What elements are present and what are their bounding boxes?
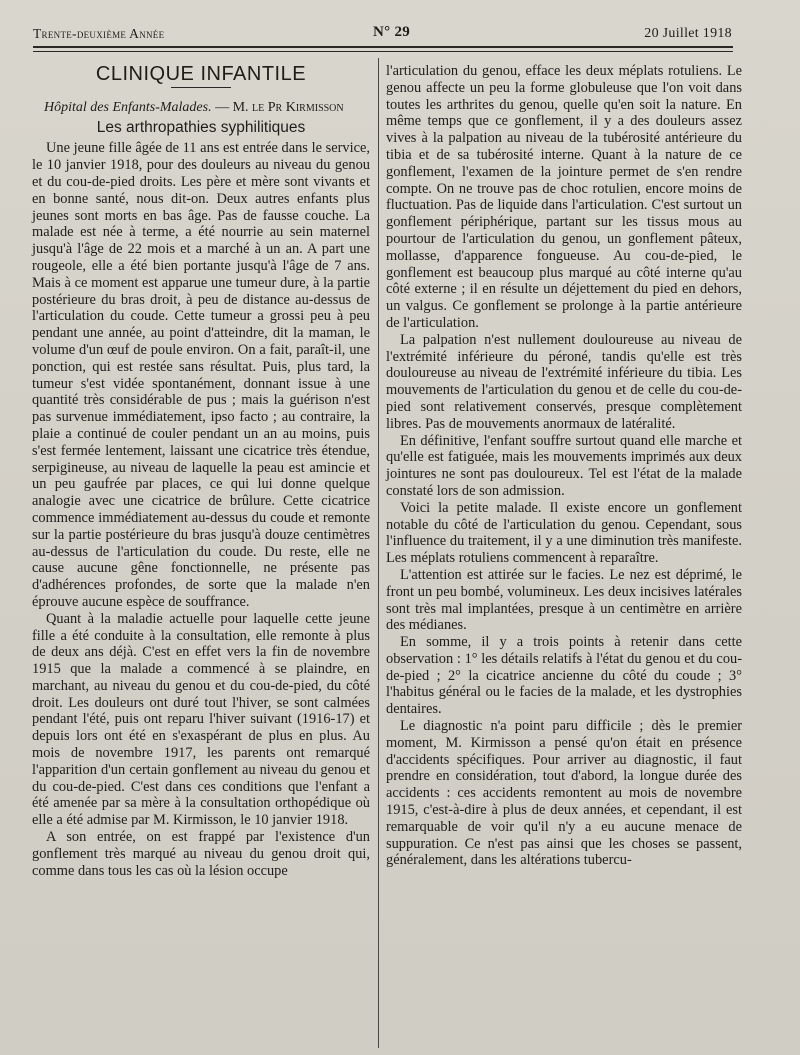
byline-author: — M. le Pr Kirmisson bbox=[211, 99, 344, 115]
paragraph: L'attention est attirée sur le facies. Le nez est déprimé, le front un peu bombé, volumineux. Les deux incisives latérales sont très mal implantées, presque à un centimètre en arrière des médianes. bbox=[386, 566, 742, 634]
paragraph: Une jeune fille âgée de 11 ans est entrée dans le service, le 10 janvier 1918, pour des douleurs au niveau du genou et du cou-de-pied droits. Les père et mère sont vivants et en bonne santé, nous dit-on. Deux autres enfants plus jeunes sont morts en bas âge. Pas de fausse couche. La malade est née à terme, a été nourrie au sein maternel jusqu'à l'âge de 22 mois et a marché à un an. A part une rougeole, elle a été bien portante jusqu'à l'âge de 7 ans. Mais à ce moment est apparue une tumeur dure, à la partie postérieure du bras droit, à peu de distance au-dessus de l'articulation du coude. Cette tumeur a grossi peu à peu pendant une année, au point d'atteindre, dit la maman, le volume d'un œuf de poule environ. On a fait, paraît-il, une ponction, qui est restée sans résultat. Puis, plus tard, la tumeur s'est vidée spontanément, donnant issue à une quantité très considérable de pus ; mais la guérison n'est pas survenue immédiatement, ipso facto ; au contraire, la plaie a continué de couler pendant un an au moins, puis s'est fermée lentement, laissant une cicatrice très étendue, serpigineuse, au niveau de laquelle la peau est amincie et un peu gaufrée par places, ce qui lui donne quelque analogie avec une cicatrice de brûlure. Cette cicatrice commence immédiatement au-dessus du coude et remonte sur la partie postérieure du bras jusqu'à douze centimètres au-dessus de l'articulation du coude. Du reste, elle ne cause aucune gêne fonctionnelle, ne présente pas d'adhérences profondes, de sorte que la malade n'en éprouve aucune espèce de souffrance. bbox=[32, 140, 370, 610]
left-column bbox=[32, 60, 370, 879]
paragraph: Le diagnostic n'a point paru difficile ; dès le premier moment, M. Kirmisson a pensé qu'on était en présence d'accidents spécifiques. Pour arriver au diagnostic, il faut prendre en considération, tout d'abord, la longue durée des accidents : ces accidents remontent au mois de novembre 1915, c'est-à-dire à plus de deux années, et cependant, il est remarquable de voir qu'il n'y a eu aucune menace de suppuration. Ce n'est pas ainsi que les choses se passent, généralement, dans les altérations tubercu- bbox=[386, 718, 742, 869]
header-issue-number: N° 29 bbox=[373, 24, 411, 40]
header-rule-thin bbox=[33, 51, 733, 52]
section-title: CLINIQUE INFANTILE bbox=[95, 63, 307, 85]
byline bbox=[44, 100, 370, 117]
paragraph: Voici la petite malade. Il existe encore un gonflement notable du côté de l'articulation du genou. Cependant, sous l'influence du traitement, il y a une diminution très manifeste. Les méplats rotuliens commencent à reparaître. bbox=[386, 499, 742, 567]
paragraph: l'articulation du genou, efface les deux méplats rotuliens. Le genou affecte un peu la forme globuleuse que l'on voit dans toutes les arthrites du genou, quelle qu'en soit la nature. En même temps que ce gonflement, il y a des douleurs assez vives à la palpation au niveau de la tubérosité antérieure du tibia et de sa tubérosité interne. Quant à la nature de ce gonflement, l'examen de la jointure permet de s'en rendre compte. On ne trouve pas de choc rotulien, encore moins de fluctuation. Pas de liquide dans l'articulation. C'est surtout un gonflement périphérique, partant sur les tissus mous au pourtour de l'articulation du genou, un gonflement pâteux, mollasse, d'apparence fongueuse. Au cou-de-pied, le gonflement est beaucoup plus marqué au côté interne qu'au côté externe ; il en résulte un déjettement du pied en dehors, un valgus. Ce gonflement se prolonge à la partie antérieure de l'articulation. bbox=[386, 63, 742, 331]
header-date: 20 Juillet 1918 bbox=[644, 26, 732, 41]
header-rule bbox=[33, 46, 733, 48]
paragraph: La palpation n'est nullement douloureuse au niveau de l'extrémité inférieure du péroné, tandis qu'elle est très douloureuse au niveau de l'extrémité inférieure du tibia. Les mouvements de l'articulation du genou et de celle du cou-de-pied sont relativement conservés, presque complètement libres. Pas de mouvements anormaux de latéralité. bbox=[386, 331, 742, 432]
column-divider bbox=[378, 58, 379, 1048]
paragraph: A son entrée, on est frappé par l'existence d'un gonflement très marqué au niveau du genou droit qui, comme dans tous les cas où la lésion occupe bbox=[32, 829, 370, 879]
section-title-rule bbox=[171, 87, 231, 88]
article-title: Les arthropathies syphilitiques bbox=[96, 118, 306, 136]
paragraph: Quant à la maladie actuelle pour laquelle cette jeune fille a été conduite à la consultation, elle remonte à plus de deux ans déjà. C'est en effet vers la fin de novembre 1915 que la malade a commencé à se plaindre, en marchant, au niveau du genou et du cou-de-pied, du côté droit. Les douleurs ont duré tout l'hiver, se sont calmées pendant l'été, puis ont reparu l'hiver suivant (1916-17) et depuis lors ont été en s'exaspérant de plus en plus. Au mois de novembre 1917, les parents ont remarqué l'apparition d'un certain gonflement au niveau du genou et du cou-de-pied. C'est dans ces conditions que l'enfant a été amenée par sa mère à la consultation orthopédique où elle a été admise par M. Kirmisson, le 10 janvier 1918. bbox=[32, 610, 370, 829]
byline-place: Hôpital des Enfants-Malades. bbox=[44, 99, 212, 115]
header-year: Trente-deuxième Année bbox=[33, 26, 165, 41]
running-head bbox=[33, 24, 732, 44]
right-column bbox=[386, 63, 742, 869]
paragraph: En somme, il y a trois points à retenir dans cette observation : 1° les détails relatifs à l'état du genou et du cou-de-pied ; 2° la cicatrice ancienne du côté du coude ; 3° l'habitus général ou le facies de la malade, et les dystrophies dentaires. bbox=[386, 634, 742, 718]
paragraph: En définitive, l'enfant souffre surtout quand elle marche et qu'elle est fatiguée, mais les mouvements imprimés aux deux jointures ne sont pas douloureux. Tel est l'état de la malade constaté lors de son admission. bbox=[386, 432, 742, 499]
